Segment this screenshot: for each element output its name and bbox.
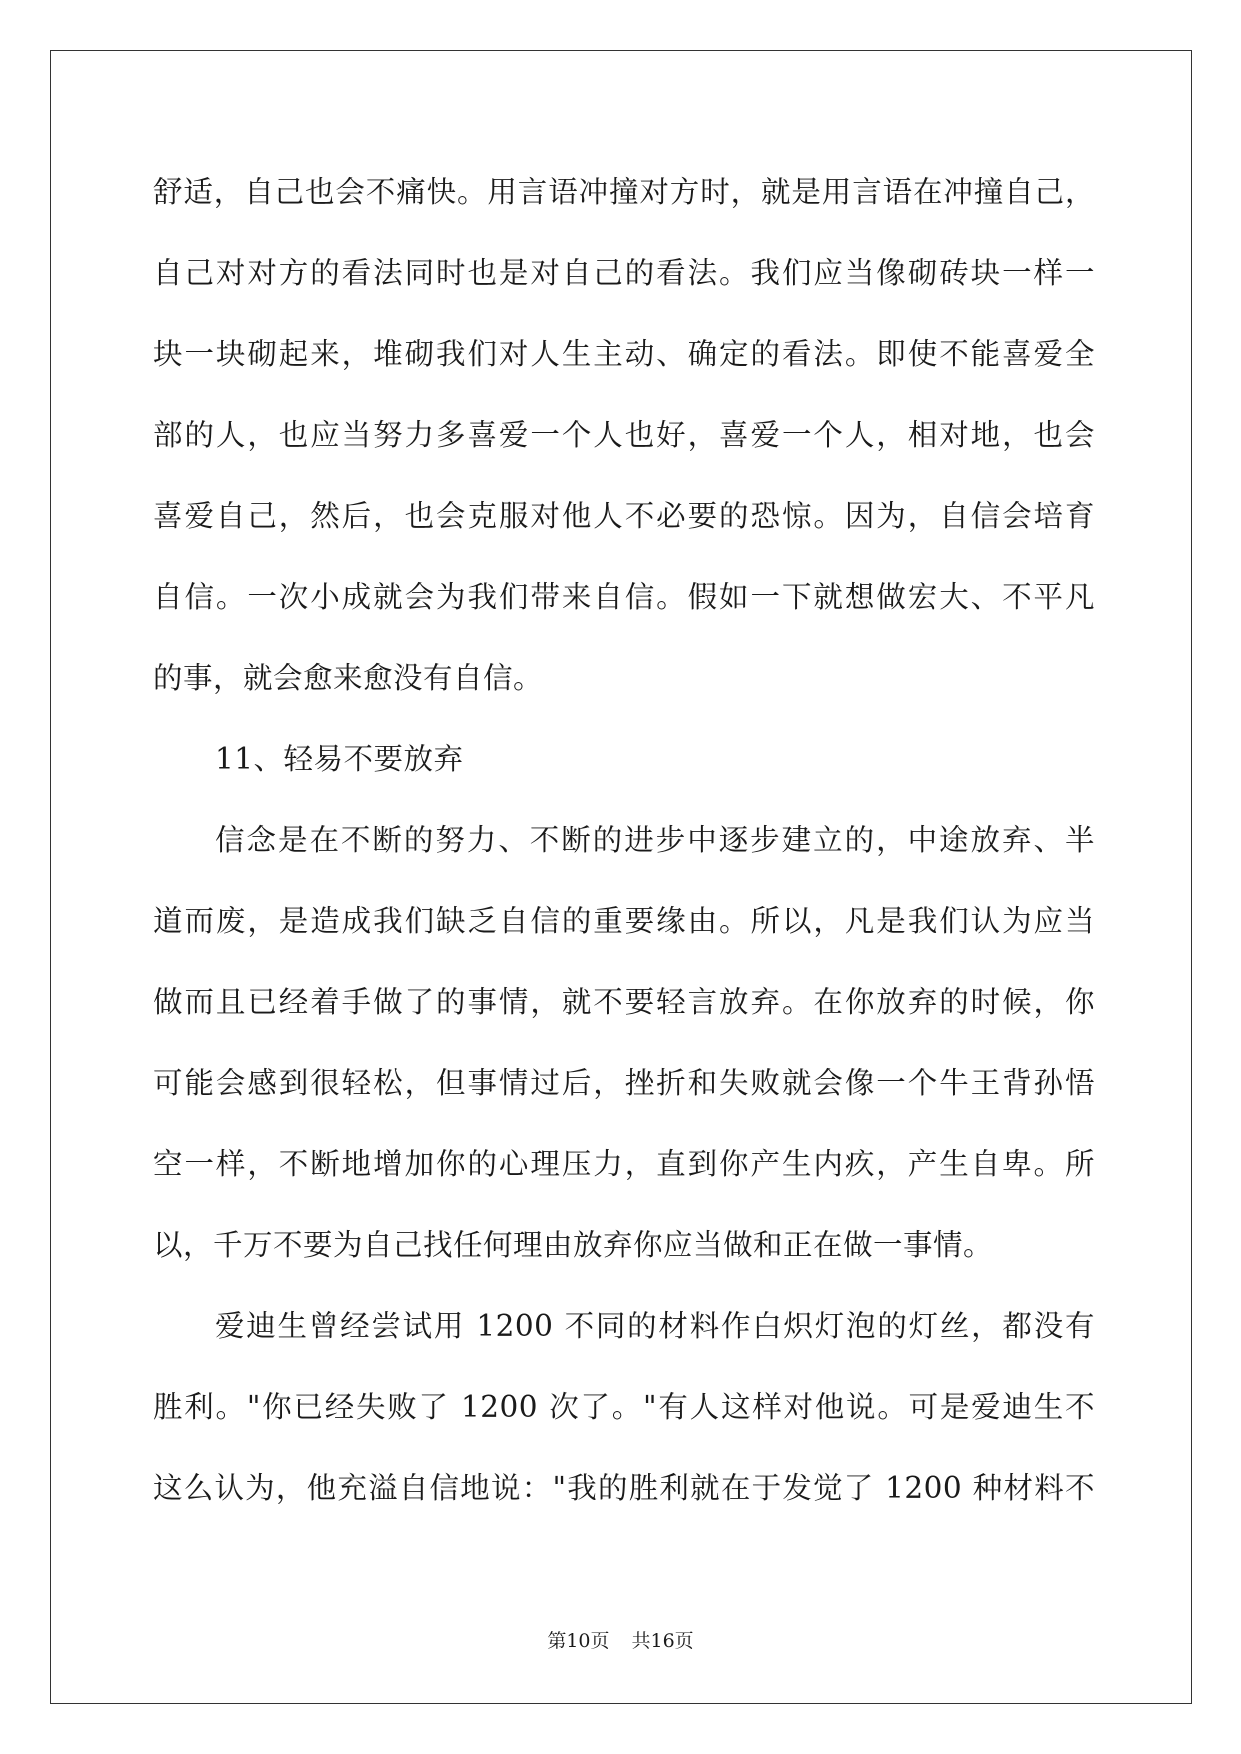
text-line: 的事，就会愈来愈没有自信。 xyxy=(153,661,544,695)
page-total: 共16页 xyxy=(631,1630,694,1652)
document-body xyxy=(153,152,1095,1529)
page-number: 第10页 xyxy=(547,1630,610,1652)
text-line: 自己对对方的看法同时也是对自己的看法。我们应当像砌砖块一样一 xyxy=(153,256,1095,290)
text-line: 胜利。"你已经失败了 1200 次了。"有人这样对他说。可是爱迪生不 xyxy=(153,1390,1095,1424)
text-line: 做而且已经着手做了的事情，就不要轻言放弃。在你放弃的时候，你 xyxy=(153,985,1095,1019)
text-line: 块一块砌起来，堆砌我们对人生主动、确定的看法。即使不能喜爱全 xyxy=(153,337,1095,371)
page-footer xyxy=(0,1626,1241,1653)
text-line: 喜爱自己，然后，也会克服对他人不必要的恐惊。因为，自信会培育 xyxy=(153,499,1095,533)
text-line: 空一样，不断地增加你的心理压力，直到你产生内疚，产生自卑。所 xyxy=(153,1147,1095,1181)
text-line: 可能会感到很轻松，但事情过后，挫折和失败就会像一个牛王背孙悟 xyxy=(153,1066,1095,1100)
text-line: 舒适，自己也会不痛快。用言语冲撞对方时，就是用言语在冲撞自己， xyxy=(153,175,1095,209)
text-line: 部的人，也应当努力多喜爱一个人也好，喜爱一个人，相对地，也会 xyxy=(153,418,1095,452)
section-heading: 11、轻易不要放弃 xyxy=(215,742,464,776)
text-line: 信念是在不断的努力、不断的进步中逐步建立的，中途放弃、半 xyxy=(215,823,1095,857)
text-line: 以，千万不要为自己找任何理由放弃你应当做和正在做一事情。 xyxy=(153,1228,994,1262)
text-line: 这么认为，他充溢自信地说："我的胜利就在于发觉了 1200 种材料不 xyxy=(153,1471,1095,1505)
text-line: 爱迪生曾经尝试用 1200 不同的材料作白炽灯泡的灯丝，都没有 xyxy=(215,1309,1095,1343)
text-line: 自信。一次小成就会为我们带来自信。假如一下就想做宏大、不平凡 xyxy=(153,580,1095,614)
text-line: 道而废，是造成我们缺乏自信的重要缘由。所以，凡是我们认为应当 xyxy=(153,904,1095,938)
